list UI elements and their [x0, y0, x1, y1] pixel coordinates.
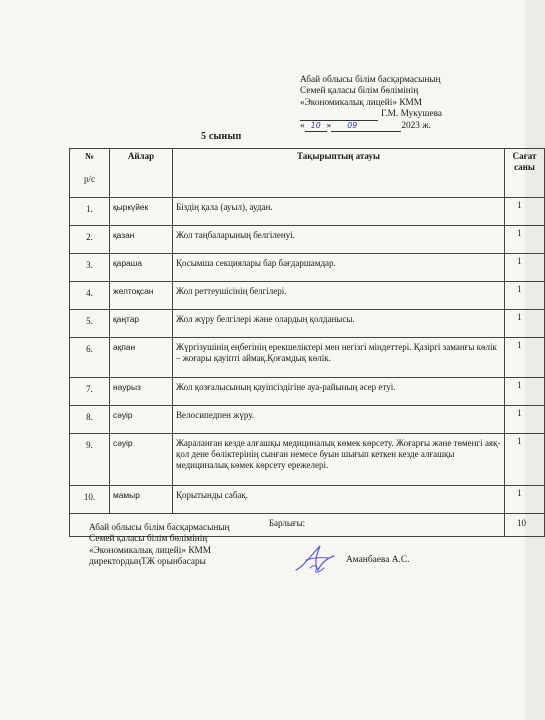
table-row — [70, 254, 545, 282]
footer-line-4: директордыңТЖ орынбасары — [89, 557, 206, 568]
row-hours: 1 — [505, 310, 545, 338]
footer-signer: Аманбаева А.С. — [346, 555, 410, 565]
row-number: 7. — [70, 378, 110, 406]
footer-block — [89, 523, 230, 569]
row-number: 8. — [70, 406, 110, 434]
date-close-quote: » — [326, 120, 332, 131]
table-row — [70, 310, 545, 338]
row-number: 5. — [70, 310, 110, 338]
row-month: қаңтар — [110, 310, 173, 338]
row-month: желтоқсан — [110, 282, 173, 310]
row-topic: Жол реттеушісінің белгілері. — [173, 282, 505, 310]
footer-line-2: Семей қаласы білім бөлімінің — [89, 534, 208, 545]
row-number: 1. — [70, 198, 110, 226]
row-month: сәуір — [110, 434, 173, 486]
row-number: 2. — [70, 226, 110, 254]
signature-blank — [300, 111, 378, 121]
row-hours: 1 — [505, 406, 545, 434]
approval-line-3: «Экономикалық лицейі» КММ — [300, 97, 423, 108]
row-hours: 1 — [505, 434, 545, 486]
total-label: Барлығы: — [70, 514, 505, 537]
date-open-quote: « — [300, 120, 305, 131]
approval-block — [300, 75, 490, 132]
row-number: 9. — [70, 434, 110, 486]
table-row — [70, 282, 545, 310]
signature-icon — [290, 540, 338, 578]
row-hours: 1 — [505, 378, 545, 406]
row-month: қыркүйек — [110, 198, 173, 226]
table-row — [70, 486, 545, 514]
row-number: 10. — [70, 486, 110, 514]
total-hours: 10 — [505, 514, 545, 537]
date-year-blank — [373, 122, 401, 132]
row-topic: Жол жүру белгілері және олардың қолданысы. — [173, 310, 505, 338]
row-hours: 1 — [505, 282, 545, 310]
header-months: Айлар — [110, 149, 173, 198]
row-topic: Жүргізушінің еңбегінің ерекшеліктері мен негізгі міндеттері. Қазіргі заманғы көлік – жоғары қауіпті аймақ.Қоғамдық көлік. — [173, 338, 505, 378]
table-header-row — [70, 149, 545, 198]
header-number: № р/с — [70, 149, 110, 198]
row-topic: Жол қозғалысының қауіпсіздігіне ауа-райының әсер етуі. — [173, 378, 505, 406]
table-row — [70, 378, 545, 406]
row-number: 6. — [70, 338, 110, 378]
table-row — [70, 226, 545, 254]
schedule-table-wrap — [69, 148, 537, 537]
date-day-field — [305, 122, 327, 132]
date-month: 09 — [347, 121, 358, 131]
table-row — [70, 434, 545, 486]
grade-title: 5 сынып — [201, 131, 242, 142]
row-hours: 1 — [505, 338, 545, 378]
approval-signer: Г.М. Мукушева — [381, 109, 442, 120]
date-year: 2023 ж. — [401, 120, 431, 131]
row-topic: Қосымша секциялары бар бағдаршамдар. — [173, 254, 505, 282]
table-row — [70, 406, 545, 434]
date-month-field — [331, 122, 373, 132]
row-month: ақпан — [110, 338, 173, 378]
row-number: 3. — [70, 254, 110, 282]
table-row — [70, 198, 545, 226]
row-month: қазан — [110, 226, 173, 254]
row-month: қараша — [110, 254, 173, 282]
row-hours: 1 — [505, 254, 545, 282]
row-number: 4. — [70, 282, 110, 310]
row-hours: 1 — [505, 198, 545, 226]
row-topic: Қорытынды сабақ. — [173, 486, 505, 514]
row-hours: 1 — [505, 226, 545, 254]
approval-line-1: Абай облысы білім басқармасының — [300, 75, 441, 85]
approval-date — [300, 121, 490, 132]
footer-line-3: «Экономикалық лицейі» КММ — [89, 545, 212, 556]
row-month: наурыз — [110, 378, 173, 406]
schedule-table — [69, 148, 545, 537]
date-day: 10 — [310, 121, 321, 131]
row-topic: Біздің қала (ауыл), аудан. — [173, 198, 505, 226]
table-row — [70, 338, 545, 378]
row-topic: Жол таңбаларының белгіленуі. — [173, 226, 505, 254]
approval-signature-line — [300, 109, 490, 120]
row-month: мамыр — [110, 486, 173, 514]
row-topic: Велосипедпен жүру. — [173, 406, 505, 434]
row-month: сәуір — [110, 406, 173, 434]
row-topic: Жараланған кезде алғашқы медициналық көмек көрсету. Жоғарғы және төменгі аяқ-қол дене бөліктерінің сынған немесе буын шығып кеткен кезде алғашқы медициналық көмек көрсету ережелері. — [173, 434, 505, 486]
header-topic: Тақырыптың атауы — [173, 149, 505, 198]
header-hours: Сағат саны — [505, 149, 545, 198]
handwritten-signature — [290, 540, 338, 583]
approval-line-2: Семей қаласы білім бөлімінің — [300, 86, 419, 97]
footer-line-1: Абай облысы білім басқармасының — [89, 523, 230, 533]
row-hours: 1 — [505, 486, 545, 514]
